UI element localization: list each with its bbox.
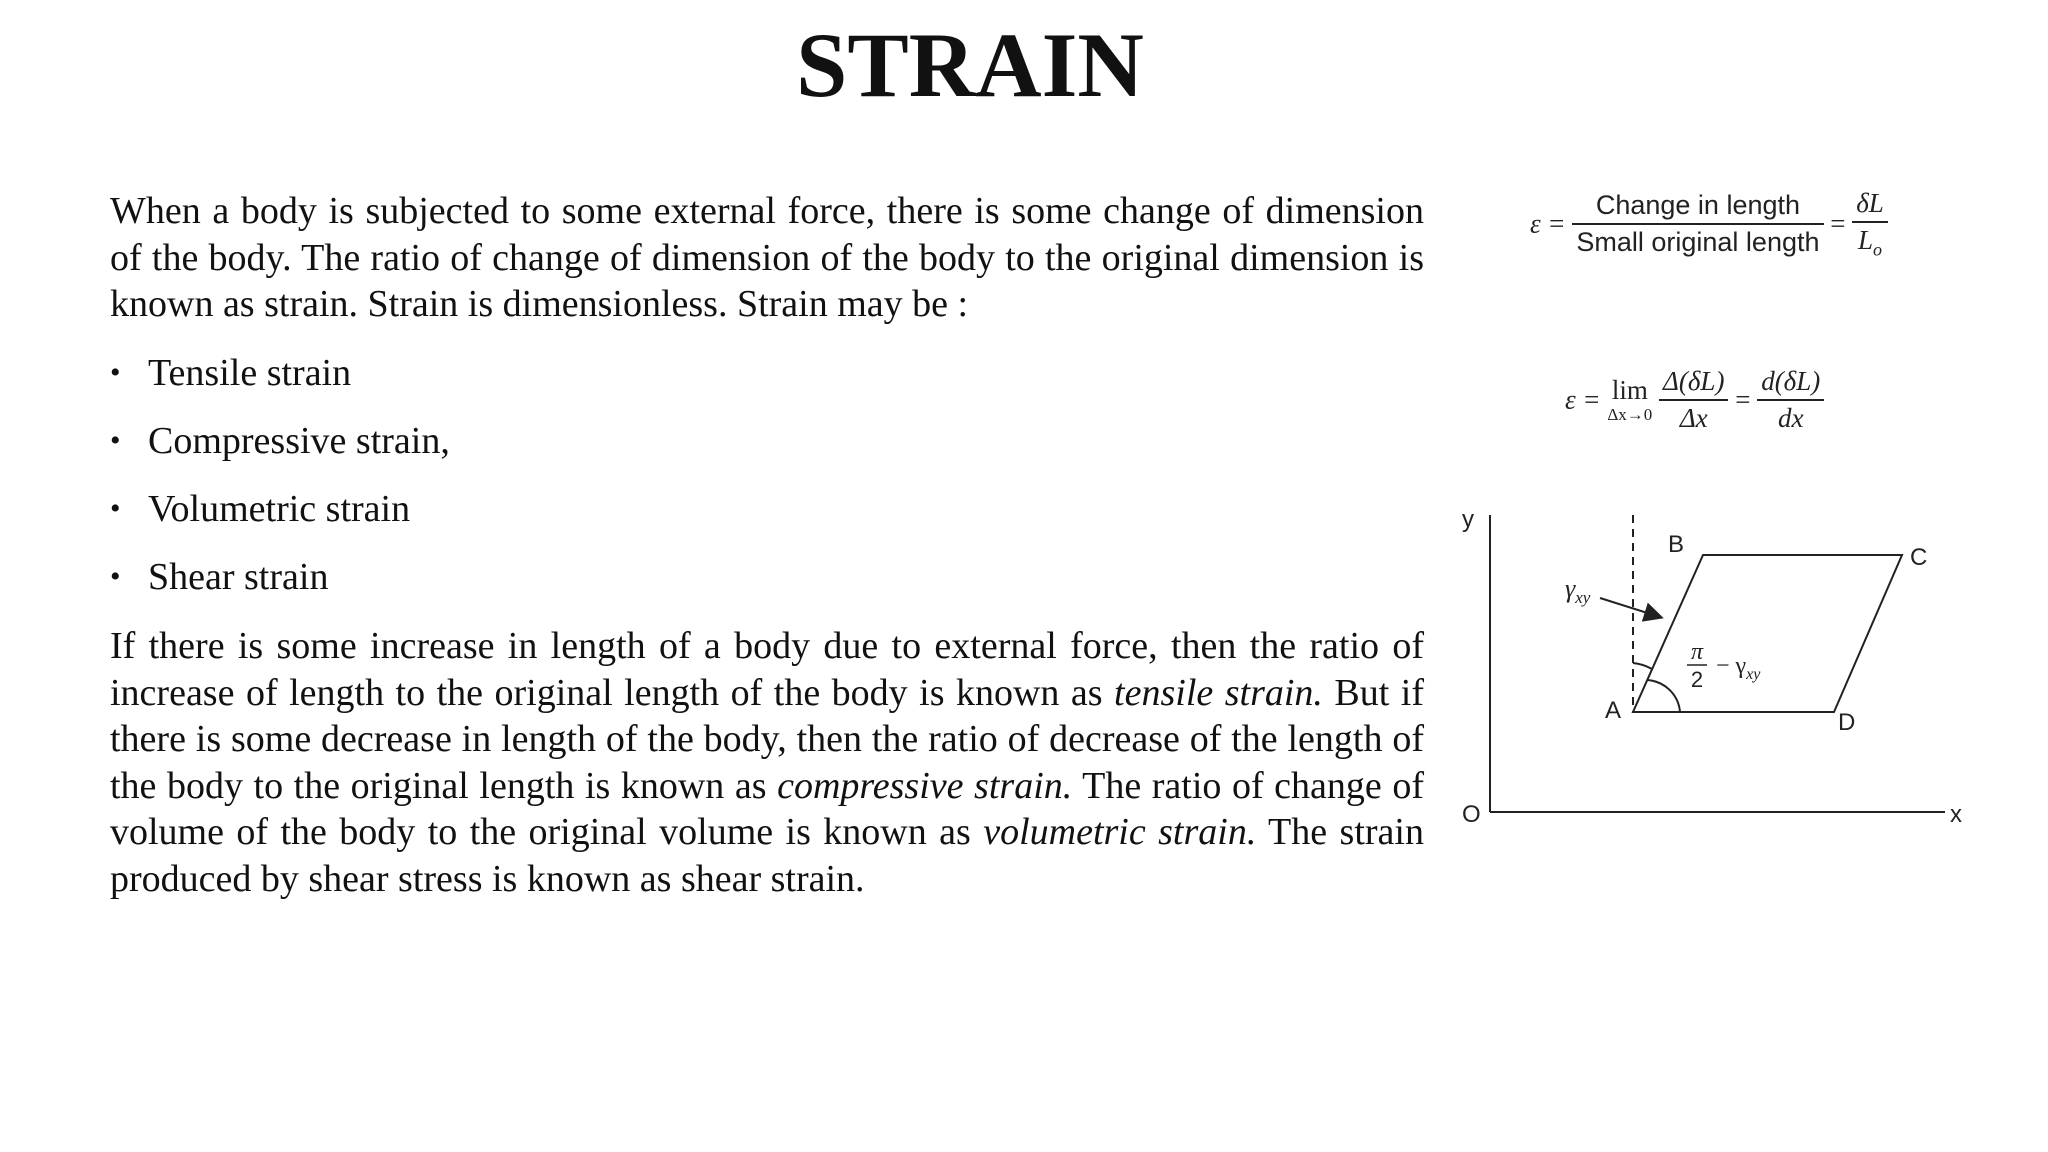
eq2-denominator2: dx xyxy=(1777,403,1804,433)
point-d-label: D xyxy=(1838,709,1856,736)
bullet-item-shear xyxy=(110,554,450,622)
eq2-fraction1 xyxy=(1659,366,1728,434)
angle-two: 2 xyxy=(1690,667,1704,692)
term-volumetric-strain: volumetric strain. xyxy=(983,811,1257,853)
point-c-label: C xyxy=(1910,544,1928,571)
eq1-numerator2: δL xyxy=(1852,188,1888,223)
origin-label: O xyxy=(1462,801,1481,828)
sheared-parallelogram xyxy=(1633,555,1902,712)
gamma-symbol: γ xyxy=(1565,574,1576,603)
eq2-lhs: ε = xyxy=(1565,384,1601,415)
eq2-fraction2 xyxy=(1757,366,1824,434)
gamma-arrow xyxy=(1600,598,1660,617)
eq1-denominator: Small original length xyxy=(1576,227,1820,258)
bullet-item-tensile xyxy=(110,350,450,418)
bullet-item-compressive xyxy=(110,418,450,486)
x-axis-label: x xyxy=(1950,801,1962,828)
eq1-numerator: Change in length xyxy=(1572,190,1823,225)
text-segment: But if there is some decrease in length of the body, then the ratio of decrease of the length of the body to the original length is known as xyxy=(110,671,1424,807)
eq2-equals: = xyxy=(1735,384,1751,415)
bullet-label: Shear strain xyxy=(148,556,329,598)
eq2-lim-sub: Δx→0 xyxy=(1607,405,1653,424)
right-angle-arc xyxy=(1647,680,1680,712)
text-segment: The ratio of change of volume of the body to the original volume is known as xyxy=(110,764,1424,853)
eq1-equals: = xyxy=(1830,208,1846,239)
eq2-denominator1: Δx xyxy=(1679,403,1708,433)
term-compressive-strain: compressive strain. xyxy=(777,764,1073,807)
term-tensile-strain: tensile strain. xyxy=(1114,671,1323,714)
strain-definition-equation xyxy=(1530,188,1888,260)
text-segment: The strain produced by shear stress is known as shear strain. xyxy=(110,811,1424,900)
text-segment: If there is some increase in length of a body due to external force, then the ratio of increase of length to the original length of the body is known as xyxy=(110,625,1424,714)
angle-pi: π xyxy=(1690,639,1704,665)
bullet-item-volumetric xyxy=(110,486,450,554)
gamma-subscript: xy xyxy=(1575,588,1591,607)
eq1-den2-main: L xyxy=(1858,225,1874,255)
angle-remainder-subscript: xy xyxy=(1746,666,1761,683)
intro-paragraph: When a body is subjected to some external force, there is some change of dimension of the body. The ratio of change of dimension of the body to the original dimension is known as strain. Strain is dimensionless. Strain may be : xyxy=(110,190,1424,325)
explanation-paragraph xyxy=(110,623,1424,902)
angle-remainder xyxy=(1716,653,1761,683)
bullet-dot: • xyxy=(110,492,121,525)
strain-limit-equation xyxy=(1565,366,1824,434)
y-axis-label: y xyxy=(1462,506,1474,533)
point-b-label: B xyxy=(1668,531,1685,558)
eq1-fraction xyxy=(1572,190,1823,258)
eq1-lhs: ε = xyxy=(1530,208,1566,239)
bullet-label: Compressive strain, xyxy=(148,420,450,462)
shear-strain-diagram xyxy=(1450,500,1990,840)
bullet-dot: • xyxy=(110,356,121,389)
point-a-label: A xyxy=(1605,697,1622,724)
eq1-denominator2 xyxy=(1852,223,1888,260)
eq2-limit xyxy=(1607,375,1652,425)
slide-title: STRAIN xyxy=(796,14,1144,116)
bullet-dot: • xyxy=(110,424,121,457)
eq1-den2-sub: o xyxy=(1873,239,1883,260)
eq2-lim-word: lim xyxy=(1611,375,1648,405)
eq1-fraction2 xyxy=(1852,188,1888,260)
bullet-label: Tensile strain xyxy=(148,352,352,394)
eq2-numerator2: d(δL) xyxy=(1757,366,1824,401)
bullet-label: Volumetric strain xyxy=(148,488,411,530)
eq2-numerator1: Δ(δL) xyxy=(1659,366,1728,401)
bullet-dot: • xyxy=(110,560,121,593)
angle-minus-gamma: − γ xyxy=(1716,653,1747,679)
gamma-label xyxy=(1565,574,1591,607)
gamma-angle-arc xyxy=(1633,663,1652,669)
strain-types-list xyxy=(110,350,450,622)
